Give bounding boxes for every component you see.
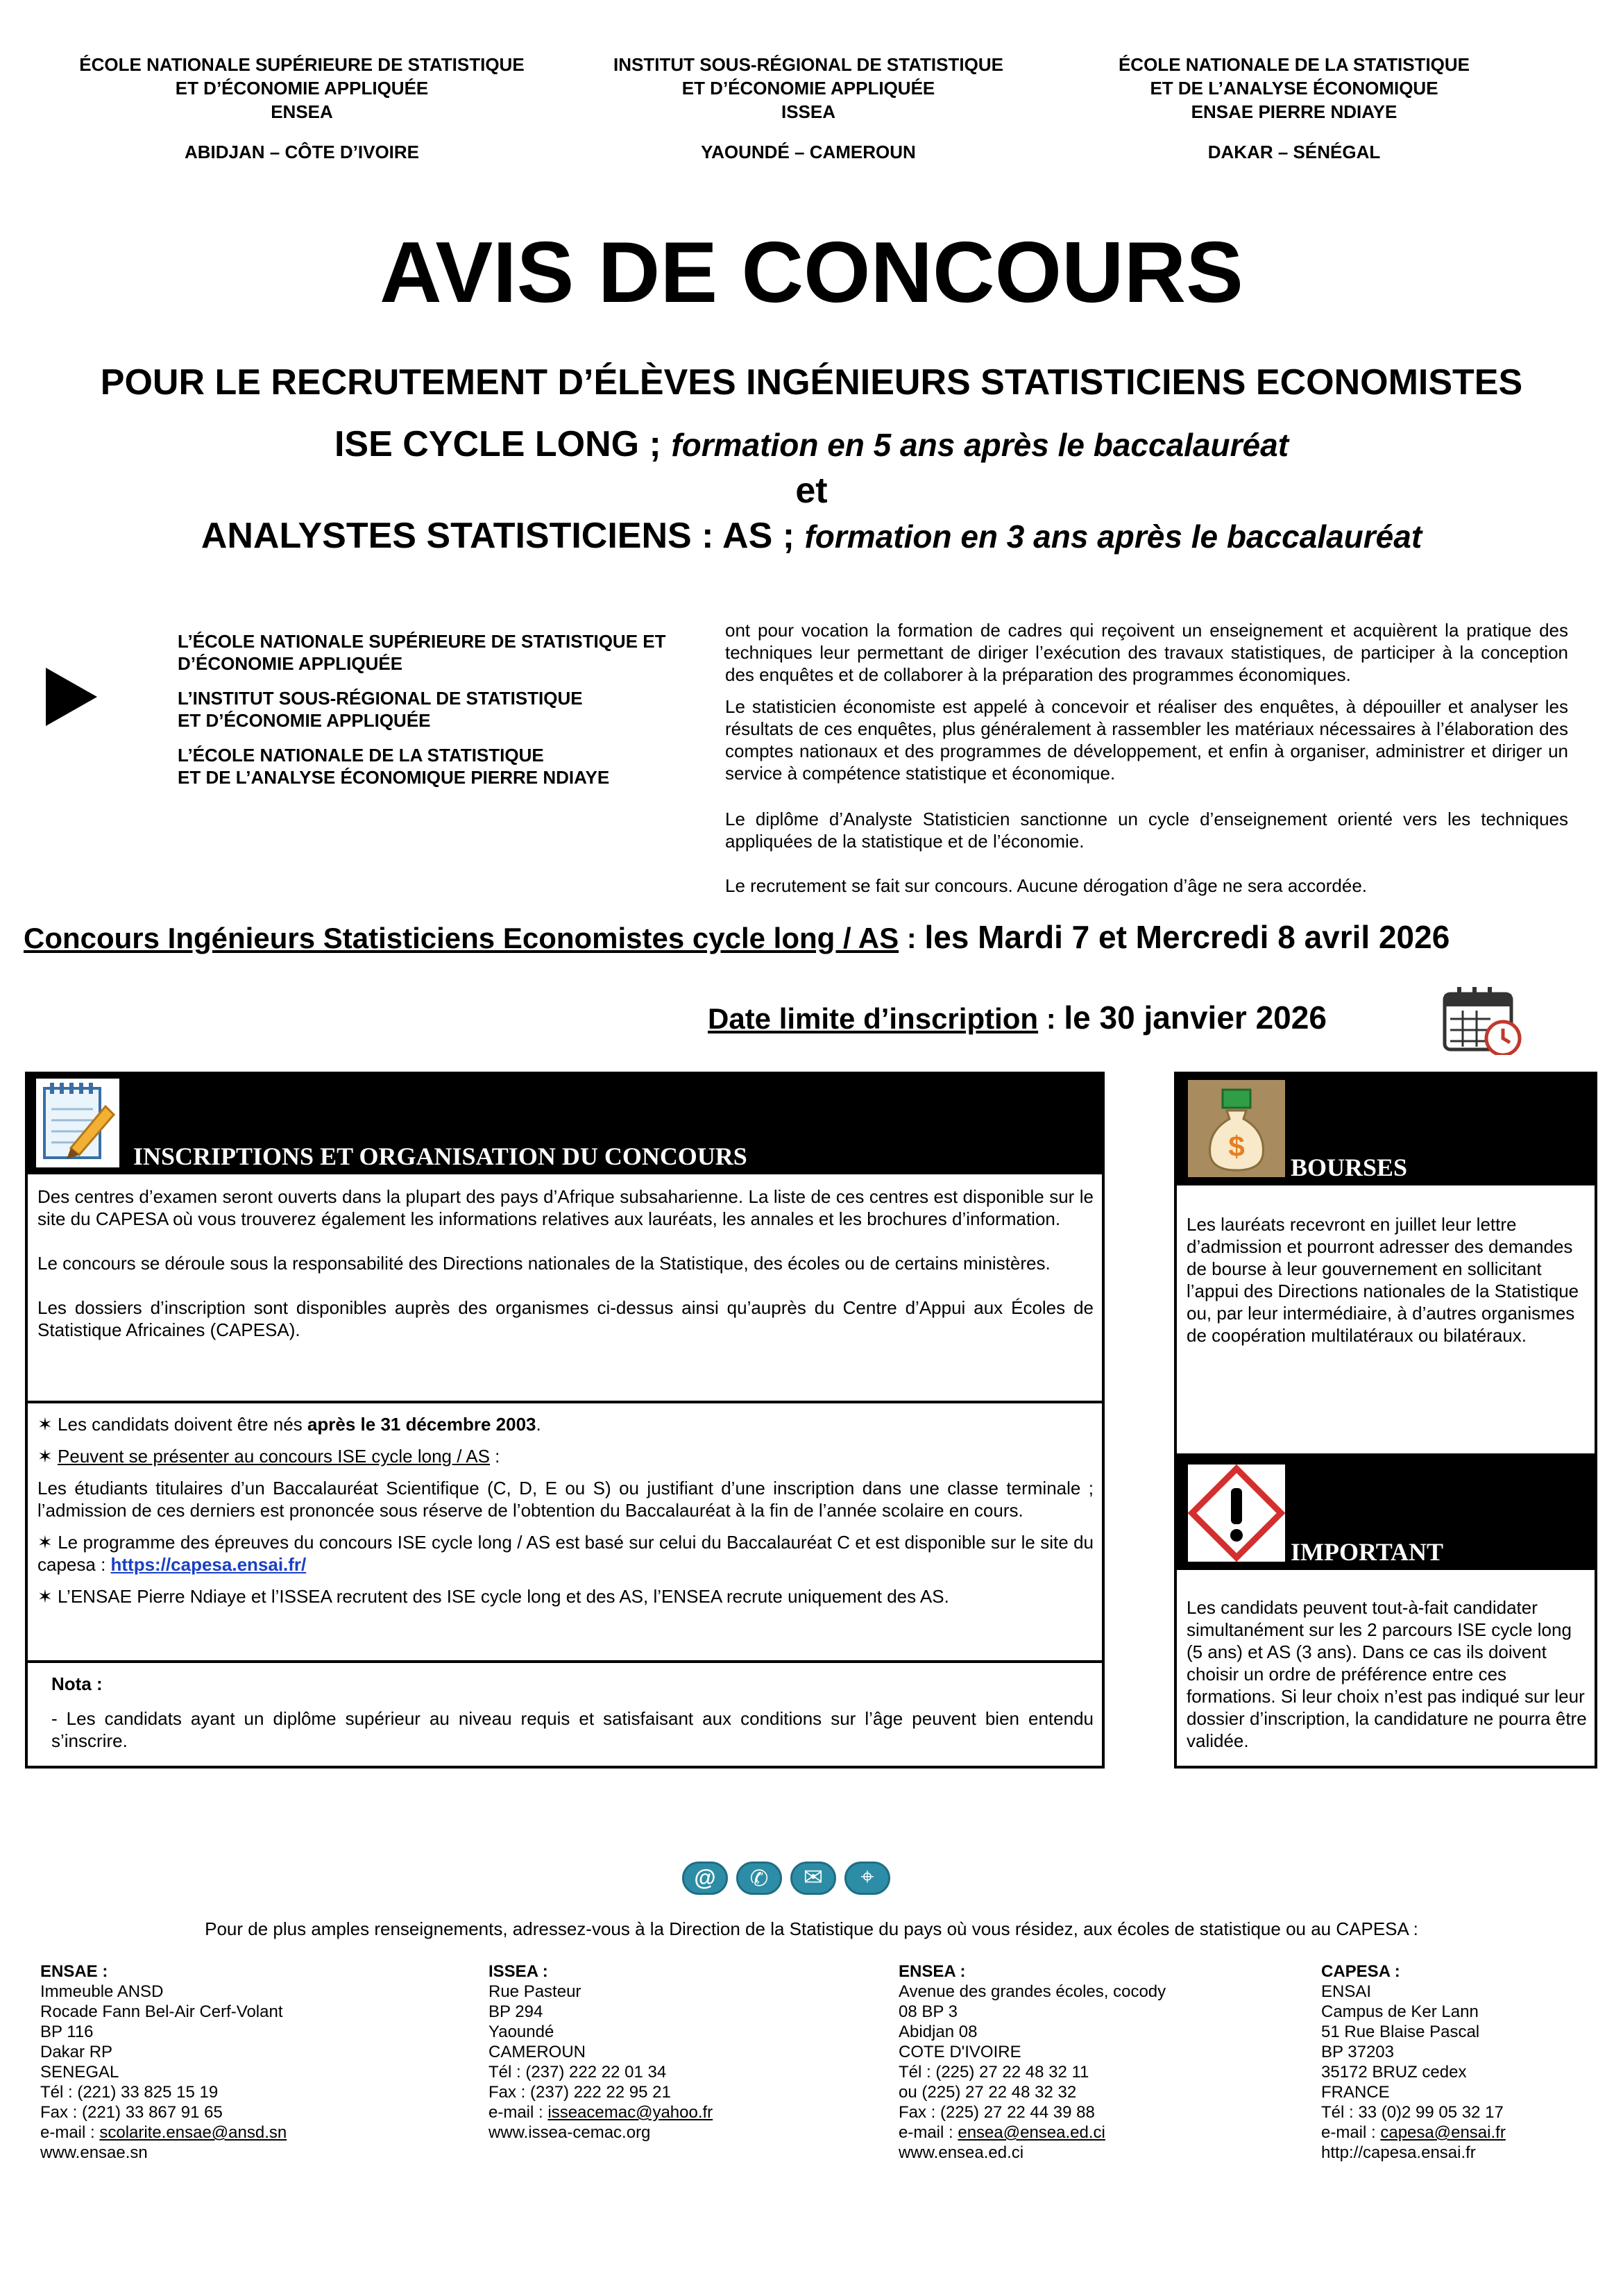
calendar-clock-icon bbox=[1442, 986, 1525, 1055]
issea-web-link[interactable]: www.issea-cemac.org bbox=[488, 2123, 651, 2142]
school-line: ET D’ÉCONOMIE APPLIQUÉE bbox=[178, 710, 431, 731]
program-ise-desc: formation en 5 ans après le baccalauréat bbox=[671, 427, 1289, 463]
footer-line: 35172 BRUZ cedex bbox=[1321, 2063, 1467, 2082]
program-ise bbox=[0, 422, 1623, 467]
important-heading: IMPORTANT bbox=[1291, 1538, 1444, 1566]
footer-line: Tél : (225) 27 22 48 32 11 bbox=[899, 2063, 1089, 2082]
footer-line: Yaoundé bbox=[488, 2023, 554, 2041]
exam-label: Concours Ingénieurs Statisticiens Economistes cycle long / AS bbox=[24, 922, 899, 954]
bourses-box bbox=[1174, 1072, 1597, 1456]
footer-title: ENSAE : bbox=[40, 1962, 108, 1981]
bullet-schools bbox=[37, 1585, 1094, 1607]
phone-icon bbox=[736, 1862, 782, 1895]
intro-paragraph-4: Le recrutement se fait sur concours. Aucune dérogation d’âge ne sera accordée. bbox=[725, 875, 1368, 896]
bourses-header bbox=[1177, 1074, 1595, 1185]
header-city-abidjan: ABIDJAN – CÔTE D’IVOIRE bbox=[184, 142, 420, 162]
footer-email-line bbox=[40, 2122, 457, 2143]
footer-title: CAPESA : bbox=[1321, 1962, 1400, 1981]
footer-line: 51 Rue Blaise Pascal bbox=[1321, 2023, 1480, 2041]
subtitle: POUR LE RECRUTEMENT D’ÉLÈVES INGÉNIEURS STATISTICIENS ECONOMISTES bbox=[100, 362, 1523, 403]
separator: : bbox=[899, 922, 925, 954]
school-line: L’ÉCOLE NATIONALE DE LA STATISTIQUE bbox=[178, 745, 544, 766]
inscriptions-paragraph: Le concours se déroule sous la responsabilité des Directions nationales de la Statistique, des écoles ou de certains ministères. bbox=[37, 1253, 1051, 1274]
footer-line: BP 116 bbox=[40, 2023, 94, 2041]
school-issea bbox=[178, 687, 705, 732]
email-label: e-mail : bbox=[488, 2103, 548, 2122]
important-box bbox=[1174, 1456, 1597, 1769]
bullet-text: . bbox=[536, 1414, 541, 1435]
important-text: Les candidats peuvent tout-à-fait candidater simultanément sur les 2 parcours ISE cycle long (5 ans) et AS (3 ans). Dans ce cas ils doivent choisir un ordre de préférence entre ces formations. Si leur choix n’est pas indiqué sur leur dossier d’inscription, la candidature ne pourra être validée. bbox=[1187, 1597, 1587, 1751]
footer-line: BP 294 bbox=[488, 2002, 543, 2021]
email-icon bbox=[682, 1862, 728, 1895]
footer-line: Tél : (237) 222 22 01 34 bbox=[488, 2063, 667, 2082]
intro-paragraph-2: Le statisticien économiste est appelé à concevoir et réaliser des enquêtes, à dépouiller et analyser les résultats de ces enquêtes, plus généralement à rassembler les matériaux nécessaires à l’élaboration des comptes nationaux et des programmes de développement, et enfin à organiser, administrer et diriger un service à compétence statistique et économique. bbox=[725, 696, 1568, 784]
exam-date-line bbox=[24, 918, 1450, 958]
capesa-email-link[interactable]: capesa@ensai.fr bbox=[1380, 2123, 1506, 2142]
location-glyph: ⌖ bbox=[860, 1864, 874, 1890]
footer-line: ENSAI bbox=[1321, 1982, 1372, 2001]
nota-text: - Les candidats ayant un diplôme supérieur au niveau requis et satisfaisant aux conditions sur l’âge peuvent bien entendu s’inscrire. bbox=[51, 1708, 1094, 1751]
exam-date: les Mardi 7 et Mercredi 8 avril 2026 bbox=[924, 919, 1450, 955]
email-label: e-mail : bbox=[899, 2123, 958, 2142]
inscriptions-box bbox=[25, 1072, 1105, 1769]
header-ensae bbox=[1065, 53, 1523, 124]
inscriptions-header bbox=[28, 1074, 1102, 1174]
inscriptions-intro bbox=[37, 1185, 1094, 1341]
footer-line: Tél : 33 (0)2 99 05 32 17 bbox=[1321, 2103, 1504, 2122]
program-as-name: ANALYSTES STATISTICIENS : AS bbox=[201, 516, 773, 556]
intro-paragraph-1: ont pour vocation la formation de cadres qui reçoivent un enseignement et acquièrent la pratique des techniques leur permettant de diriger l’exécution des travaux statistiques, de participer à la conception des enquêtes et de collaborer à la préparation des programmes économiques. bbox=[725, 620, 1568, 685]
email-label: e-mail : bbox=[40, 2123, 100, 2142]
money-bag-icon bbox=[1188, 1080, 1285, 1177]
school-ensea bbox=[178, 630, 705, 675]
page-title: AVIS DE CONCOURS bbox=[380, 225, 1243, 321]
divider bbox=[28, 1401, 1102, 1403]
footer-line: SENEGAL bbox=[40, 2063, 119, 2082]
footer-line: ou (225) 27 22 48 32 32 bbox=[899, 2083, 1077, 2102]
footer-ensea bbox=[899, 1961, 1287, 2163]
school-line: D’ÉCONOMIE APPLIQUÉE bbox=[178, 653, 403, 674]
header-line: ET D’ÉCONOMIE APPLIQUÉE bbox=[681, 78, 935, 99]
bullet-bold-text: après le 31 décembre 2003 bbox=[307, 1414, 536, 1435]
footer-title: ENSEA : bbox=[899, 1962, 966, 1981]
separator: : bbox=[1038, 1002, 1064, 1035]
header-city-yaounde: YAOUNDÉ – CAMEROUN bbox=[701, 142, 916, 162]
header-city-dakar: DAKAR – SÉNÉGAL bbox=[1207, 142, 1381, 162]
footer-line: Rocade Fann Bel-Air Cerf-Volant bbox=[40, 2002, 283, 2021]
footer-line: COTE D'IVOIRE bbox=[899, 2043, 1021, 2061]
divider bbox=[28, 1660, 1102, 1663]
footer-line: Avenue des grandes écoles, cocody bbox=[899, 1982, 1166, 2001]
school-line: ET DE L’ANALYSE ÉCONOMIQUE PIERRE NDIAYE bbox=[178, 767, 610, 788]
deadline-label: Date limite d’inscription bbox=[708, 1002, 1039, 1035]
footer-title: ISSEA : bbox=[488, 1962, 548, 1981]
school-line: L’ÉCOLE NATIONALE SUPÉRIEURE DE STATISTIQUE ET bbox=[178, 631, 666, 652]
header-line: ET D’ÉCONOMIE APPLIQUÉE bbox=[175, 78, 429, 99]
intro-paragraph-3: Le diplôme d’Analyste Statisticien sanctionne un cycle d’enseignement orienté vers les techniques appliquées de la statistique et de l’économie. bbox=[725, 809, 1568, 852]
footer-line: Fax : (225) 27 22 44 39 88 bbox=[899, 2103, 1095, 2122]
footer-line: Abidjan 08 bbox=[899, 2023, 978, 2041]
bullet-text: Le programme des épreuves du concours ISE cycle long / AS est basé sur celui du Baccalauréat C et est disponible sur le site du capesa : bbox=[37, 1532, 1094, 1575]
mail-icon bbox=[790, 1862, 836, 1895]
footer-issea bbox=[488, 1961, 877, 2143]
footer-line: BP 37203 bbox=[1321, 2043, 1394, 2061]
footer-email-line bbox=[1321, 2122, 1599, 2143]
bullet-text: L’ENSAE Pierre Ndiaye et l’ISSEA recrutent des ISE cycle long et des AS, l’ENSEA recrute uniquement des AS. bbox=[58, 1586, 949, 1607]
header-issea bbox=[555, 53, 1062, 124]
header-ensea bbox=[42, 53, 562, 124]
notepad-icon bbox=[36, 1079, 119, 1167]
header-line: ÉCOLE NATIONALE DE LA STATISTIQUE bbox=[1118, 54, 1470, 75]
separator: ; bbox=[772, 516, 805, 556]
inscriptions-paragraph: Les dossiers d’inscription sont disponibles auprès des organismes ci-dessus ainsi qu’auprès du Centre d’Appui aux Écoles de Statistique Africaines (CAPESA). bbox=[37, 1297, 1094, 1340]
bullet-birthdate bbox=[37, 1413, 1094, 1435]
footer-email-line bbox=[899, 2122, 1287, 2143]
header-line: ET DE L’ANALYSE ÉCONOMIQUE bbox=[1150, 78, 1438, 99]
ensae-web-link[interactable]: www.ensae.sn bbox=[40, 2143, 148, 2162]
bourses-heading: BOURSES bbox=[1291, 1154, 1408, 1181]
footer-intro: Pour de plus amples renseignements, adressez-vous à la Direction de la Statistique du pays où vous résidez, aux écoles de statistique ou au CAPESA : bbox=[205, 1918, 1418, 1939]
footer-email-line bbox=[488, 2102, 877, 2122]
header-line: ENSAE PIERRE NDIAYE bbox=[1191, 101, 1397, 122]
location-icon bbox=[844, 1862, 890, 1895]
bullet-star-icon: ✶ bbox=[37, 1586, 53, 1607]
play-arrow-icon bbox=[46, 668, 97, 726]
deadline-date: le 30 janvier 2026 bbox=[1064, 999, 1327, 1036]
svg-text:$: $ bbox=[1228, 1130, 1245, 1163]
program-ise-name: ISE CYCLE LONG bbox=[334, 424, 640, 464]
footer-line: CAMEROUN bbox=[488, 2043, 586, 2061]
bullet-text: Les candidats doivent être nés bbox=[58, 1414, 307, 1435]
footer-line: 08 BP 3 bbox=[899, 2002, 958, 2021]
ensea-email-link[interactable]: ensea@ensea.ed.ci bbox=[958, 2123, 1105, 2142]
bullet-star-icon: ✶ bbox=[37, 1532, 53, 1553]
footer-line: Tél : (221) 33 825 15 19 bbox=[40, 2083, 219, 2102]
conjunction: et bbox=[795, 471, 828, 511]
program-as bbox=[0, 514, 1623, 559]
footer-ensae bbox=[40, 1961, 457, 2163]
warning-icon bbox=[1188, 1464, 1285, 1562]
nota-section bbox=[51, 1673, 1094, 1752]
footer-line: Dakar RP bbox=[40, 2043, 113, 2061]
footer-line: Fax : (221) 33 867 91 65 bbox=[40, 2103, 223, 2122]
deadline-line bbox=[708, 998, 1327, 1038]
capesa-link[interactable]: https://capesa.ensai.fr/ bbox=[110, 1554, 307, 1575]
capesa-web-link[interactable]: http://capesa.ensai.fr bbox=[1321, 2143, 1476, 2162]
footer-line: Immeuble ANSD bbox=[40, 1982, 164, 2001]
footer-line: Rue Pasteur bbox=[488, 1982, 581, 2001]
email-glyph: @ bbox=[694, 1865, 716, 1890]
bullet-text: Peuvent se présenter au concours ISE cycle long / AS bbox=[58, 1446, 490, 1467]
inscriptions-heading: INSCRIPTIONS ET ORGANISATION DU CONCOURS bbox=[133, 1142, 747, 1170]
inscriptions-paragraph: Des centres d’examen seront ouverts dans la plupart des pays d’Afrique subsaharienne. La liste de ces centres est disponible sur le site du CAPESA où vous trouverez également les informations relatives aux lauréats, les annales et les brochures d’information. bbox=[37, 1186, 1094, 1229]
program-as-desc: formation en 3 ans après le baccalauréat bbox=[804, 518, 1422, 555]
bullet-eligible bbox=[37, 1445, 1094, 1467]
footer-line: Campus de Ker Lann bbox=[1321, 2002, 1479, 2021]
header-line: ENSEA bbox=[271, 101, 333, 122]
ensea-web-link[interactable]: www.ensea.ed.ci bbox=[899, 2143, 1024, 2162]
header-line: ISSEA bbox=[781, 101, 836, 122]
school-ensae bbox=[178, 744, 705, 788]
header-line: INSTITUT SOUS-RÉGIONAL DE STATISTIQUE bbox=[613, 54, 1003, 75]
phone-glyph: ✆ bbox=[749, 1866, 769, 1891]
footer-line: FRANCE bbox=[1321, 2083, 1390, 2102]
mail-glyph: ✉ bbox=[803, 1864, 824, 1891]
bullet-text: : bbox=[489, 1446, 500, 1467]
bourses-text: Les lauréats recevront en juillet leur lettre d’admission et pourront adresser des demandes de bourse à leur gouvernement en sollicitant l’appui des Directions nationales de la Statistique ou, par leur intermédiaire, à d’autres organismes de coopération multilatéraux ou bilatéraux. bbox=[1187, 1214, 1579, 1346]
issea-email-link[interactable]: isseacemac@yahoo.fr bbox=[547, 2103, 713, 2122]
bullet-star-icon: ✶ bbox=[37, 1414, 53, 1435]
eligibility-section bbox=[37, 1413, 1094, 1607]
email-label: e-mail : bbox=[1321, 2123, 1381, 2142]
bullet-programme bbox=[37, 1531, 1094, 1576]
footer-capesa bbox=[1321, 1961, 1599, 2163]
eligibility-text: Les étudiants titulaires d’un Baccalauréat Scientifique (C, D, E ou S) ou justifiant d’une inscription dans une classe terminale ; l’admission de ces derniers est prononcée sous réserve de l’obtention du Baccalauréat à la fin de l’année scolaire en cours. bbox=[37, 1478, 1094, 1521]
ensae-email-link[interactable]: scolarite.ensae@ansd.sn bbox=[99, 2123, 287, 2142]
school-line: L’INSTITUT SOUS-RÉGIONAL DE STATISTIQUE bbox=[178, 688, 583, 709]
footer-line: Fax : (237) 222 22 95 21 bbox=[488, 2083, 671, 2102]
nota-title: Nota : bbox=[51, 1673, 103, 1694]
header-line: ÉCOLE NATIONALE SUPÉRIEURE DE STATISTIQUE bbox=[79, 54, 525, 75]
important-header bbox=[1177, 1459, 1595, 1570]
separator: ; bbox=[639, 424, 672, 464]
bullet-star-icon: ✶ bbox=[37, 1446, 53, 1467]
